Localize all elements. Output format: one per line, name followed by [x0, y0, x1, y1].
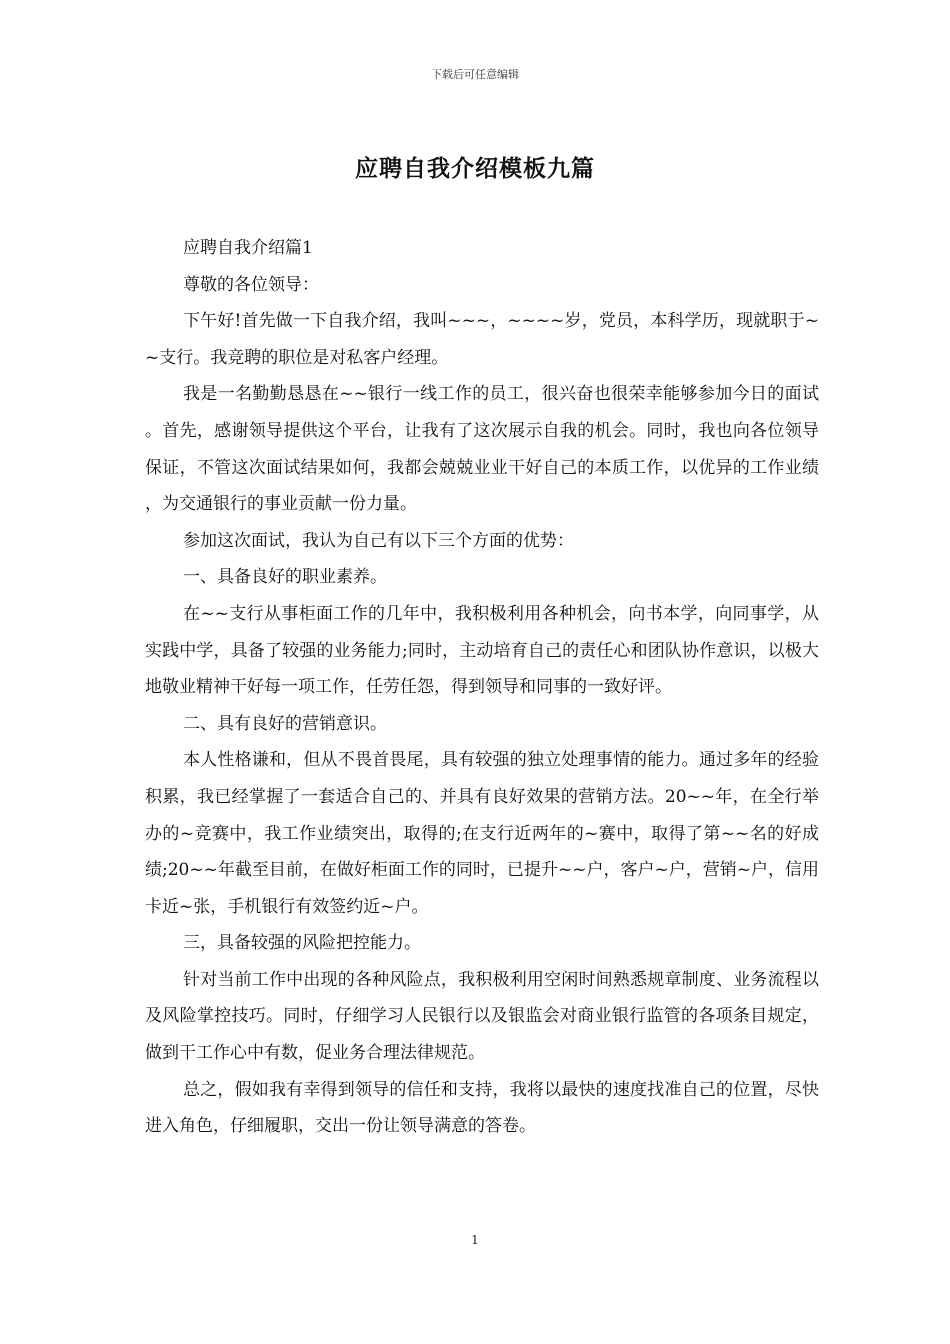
paragraph-advantage-2: 本人性格谦和，但从不畏首畏尾，具有较强的独立处理事情的能力。通过多年的经验积累，我已经掌握了一套适合自己的、并具有良好效果的营销方法。20~~年，在全行举办的~竞赛中，我工作业绩突出，取得的;在支行近两年的~赛中，取得了第~~名的好成绩;20~~年截至目前，在做好柜面工作的同时，已提升~~户，客户~户，营销~户，信用卡近~张，手机银行有效签约近~户。: [145, 750, 819, 917]
paragraph-intro: 下午好!首先做一下自我介绍，我叫~~~，~~~~岁，党员，本科学历，现就职于~~支行。我竞聘的职位是对私客户经理。: [145, 311, 819, 368]
paragraph-advantage-3: 针对当前工作中出现的各种风险点，我积极利用空闲时间熟悉规章制度、业务流程以及风险掌控技巧。同时，仔细学习人民银行以及银监会对商业银行监管的各项条目规定，做到干工作心中有数，促业务合理法律规范。: [145, 969, 819, 1064]
header-note: 下载后可任意编辑: [431, 68, 519, 81]
advantage-heading-1: 一、具备良好的职业素养。: [183, 567, 387, 588]
paragraph-advantage-1: 在~~支行从事柜面工作的几年中，我积极利用各种机会，向书本学，向同事学，从实践中学，具备了较强的业务能力;同时，主动培育自己的责任心和团队协作意识，以极大地敬业精神干好每一项工作，任劳任怨，得到领导和同事的一致好评。: [145, 603, 819, 698]
page-number: 1: [471, 1233, 479, 1247]
section-heading-1: 应聘自我介绍篇1: [183, 238, 313, 258]
paragraph-background: 我是一名勤勤恳恳在~~银行一线工作的员工，很兴奋也很荣幸能够参加今日的面试。首先，感谢领导提供这个平台，让我有了这次展示自我的机会。同时，我也向各位领导保证，不管这次面试结果如何，我都会兢兢业业干好自己的本质工作，以优异的工作业绩，为交通银行的事业贡献一份力量。: [145, 384, 819, 515]
document-body: [145, 230, 819, 1145]
advantage-heading-3: 三，具备较强的风险把控能力。: [183, 933, 421, 954]
paragraph-conclusion: 总之，假如我有幸得到领导的信任和支持，我将以最快的速度找准自己的位置，尽快进入角色，仔细履职，交出一份让领导满意的答卷。: [145, 1079, 819, 1137]
document-title: 应聘自我介绍模板九篇: [355, 155, 595, 182]
paragraph-advantages-lead: 参加这次面试，我认为自己有以下三个方面的优势：: [183, 530, 574, 551]
salutation: 尊敬的各位领导：: [183, 274, 319, 295]
advantage-heading-2: 二、具有良好的营销意识。: [183, 713, 387, 734]
